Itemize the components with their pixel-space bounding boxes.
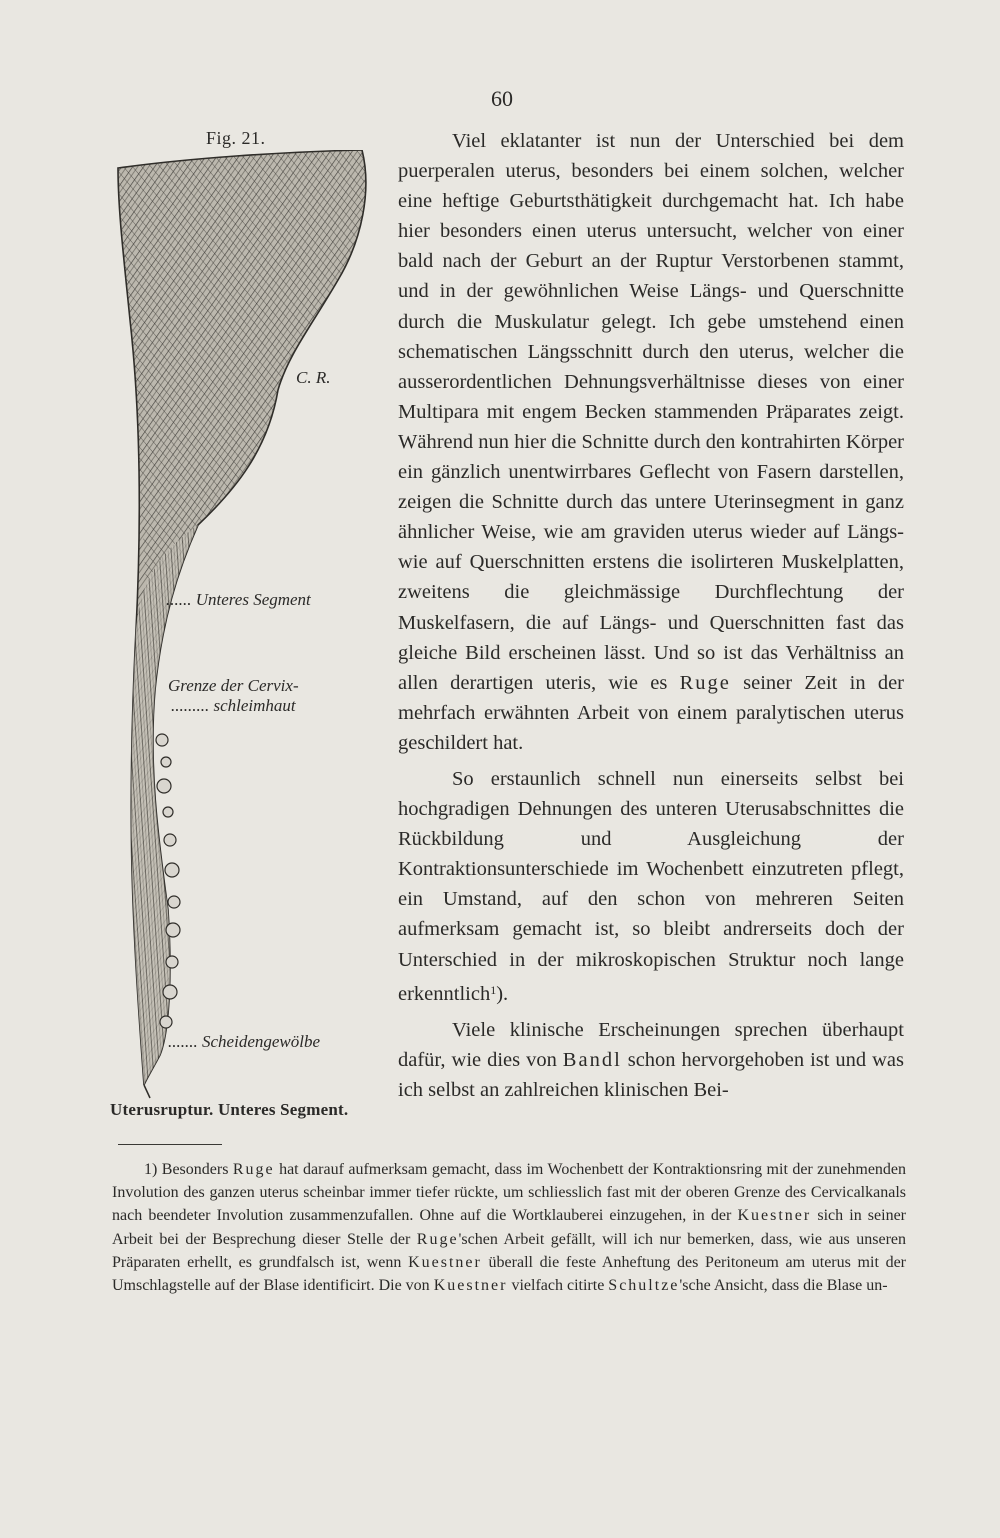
- figure-label: Fig. 21.: [206, 128, 266, 148]
- footnote: 1) Besonders Ruge hat darauf aufmerksam gemacht, dass im Wochenbett der Kontraktionsring mit der zunehmenden Involution des ganzen uterus scheinbar immer tiefer rückte, um schliesslich fast mit der oberen Grenze des Cervicalkanals nach beendeter Involution zusammenzufallen. Ohne auf die Wortklauberei einzugehen, in der Kuestner sich in seiner Arbeit bei der Besprechung dieser Stelle der Ruge'schen Arbeit gefällt, will ich nur bemerken, dass, wie aus unseren Präparaten erhellt, es grundfalsch ist, wenn Kuestner überall die feste Anheftung des Peritoneum am uterus mit der Umschlagstelle auf der Blase identificirt. Die von Kuestner vielfach citirte Schultze'sche Ansicht, dass die Blase un-: [112, 1161, 907, 1295]
- annotation-unteres-segment: ...... Unteres Segment: [166, 590, 311, 609]
- author-name-bandl: Bandl: [562, 1048, 622, 1071]
- author-name-ruge: Ruge: [679, 671, 731, 694]
- figure-caption: Uterusruptur. Unteres Segment.: [110, 1100, 349, 1119]
- paragraph-1: Viel eklatanter ist nun der Unterschied bei dem puerperalen uterus, besonders bei einem solchen, welcher eine heftige Geburtsthätigkeit durchgemacht hat. Ich habe hier besonders einen uterus untersucht, welcher von einer bald nach der Geburt an der Ruptur Verstorbenen stammt, und in der gewöhnlichen Weise Längs- und Querschnitte durch die Muskulatur gelegt. Ich gebe umstehend einen schematischen Längsschnitt durch den uterus, welcher die ausserordentlichen Dehnungsverhältnisse dieses von einer Multipara mit engem Becken stammenden Präparates zeigt. Während nun hier die Schnitte durch den kontrahirten Körper ein gänzlich unentwirrbares Geflecht von Fasern darstellen, zeigen die Schnitte durch das untere Uterinsegment in ganz ähnlicher Weise, wie am graviden uterus wieder auf Längs- wie auf Querschnitten erstens die isolirteren Muskelplatten, zweitens die gleichmässige Durchflechtung der Muskelfasern, die auf Längs- und Querschnitten fast das gleiche Bild erscheinen lässt. Und so ist das Verhältniss an allen derartigen uteris, wie es Ruge seiner Zeit in der mehrfach erwähnten Arbeit von einem paralytischen uterus geschildert hat.: [398, 130, 905, 754]
- paragraph-2: So erstaunlich schnell nun einerseits selbst bei hochgradigen Dehnungen des unteren Uterusabschnittes die Rückbildung und Ausgleichung der Kontraktionsunterschiede im Wochenbett einzutreten pflegt, ein Umstand, auf den schon von mehreren Seiten aufmerksam gemacht ist, so bleibt andrerseits doch der Unterschied in der mikroskopischen Struktur noch lange erkenntlich$^1$).: [398, 767, 904, 1005]
- uterus-section-illustration: [100, 150, 390, 1100]
- footnote-divider: [118, 1144, 222, 1145]
- annotation-cr: C. R.: [296, 368, 331, 387]
- annotation-scheidengewoelbe: ....... Scheidengewölbe: [168, 1032, 321, 1051]
- footnote-ref: 1: [490, 982, 497, 997]
- body-text: [398, 126, 904, 1105]
- annotation-grenze-cervix: Grenze der Cervix- ......... schleimhaut: [168, 676, 299, 715]
- paragraph-3: Viele klinische Erscheinungen sprechen überhaupt dafür, wie dies von Bandl schon hervorgehoben ist und was ich selbst an zahlreichen klinischen Bei-: [398, 1018, 905, 1101]
- page-number: 60: [491, 86, 513, 111]
